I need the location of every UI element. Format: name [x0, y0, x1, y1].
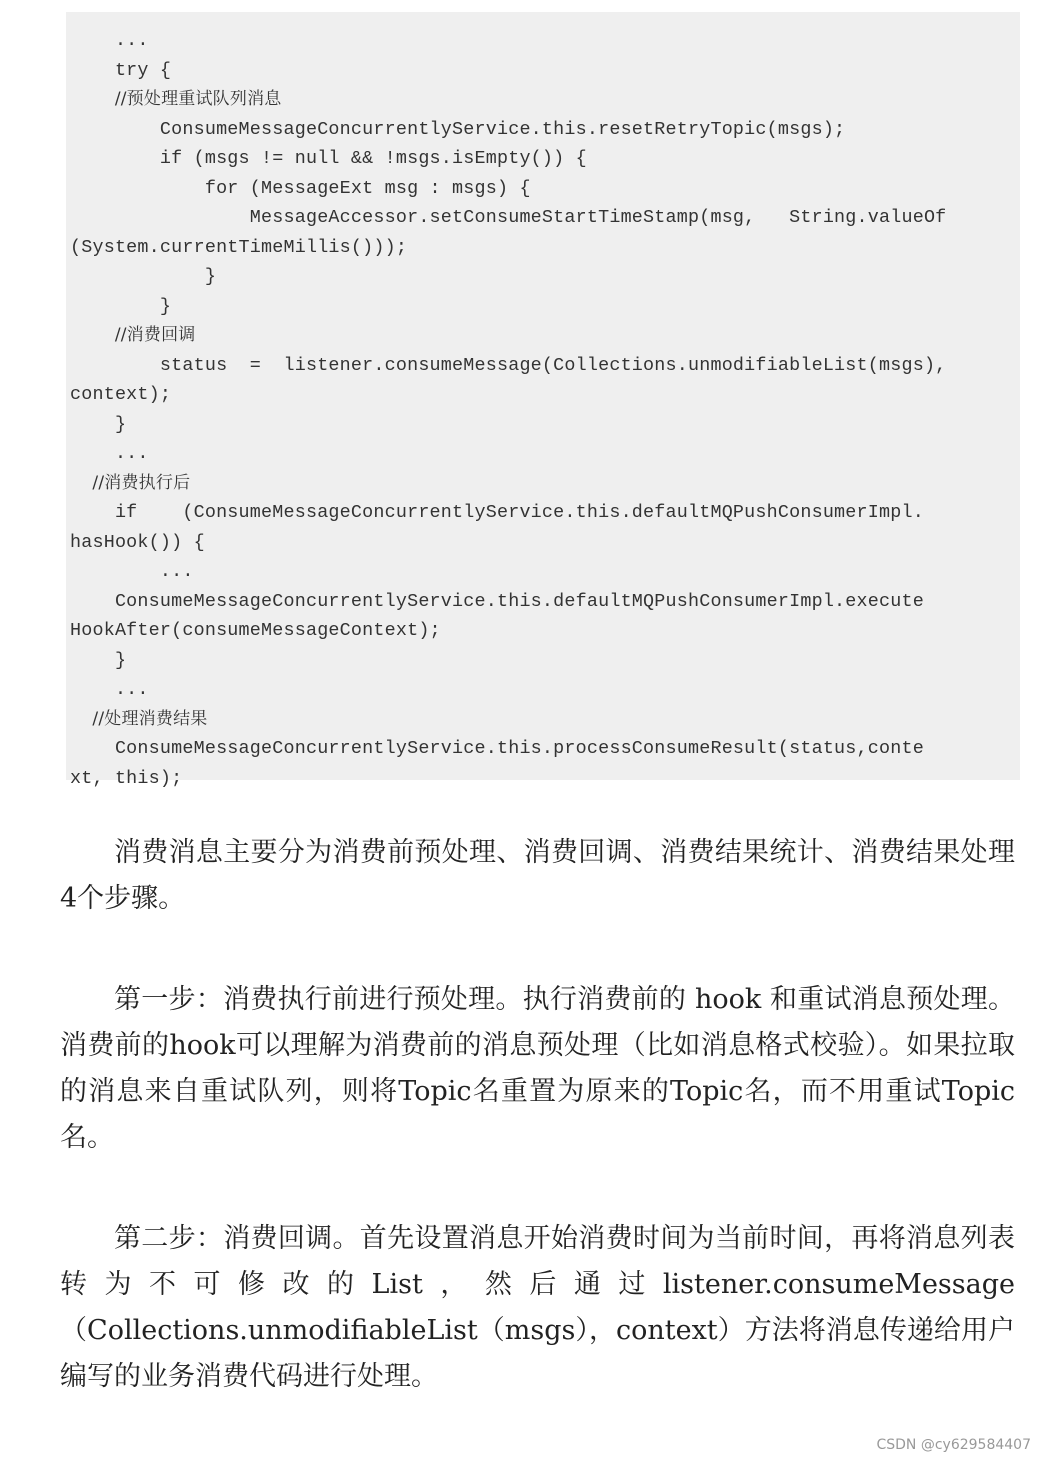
code-line: ...: [70, 679, 149, 700]
code-line: MessageAccessor.setConsumeStartTimeStamp(msg, String.valueOf: [70, 207, 947, 228]
paragraph-overview: 消费消息主要分为消费前预处理、消费回调、消费结果统计、消费结果处理4个步骤。: [60, 837, 1015, 914]
code-line: HookAfter(consumeMessageContext);: [70, 620, 441, 641]
code-comment: //处理消费结果: [70, 708, 208, 729]
watermark: CSDN @cy629584407: [876, 1437, 1031, 1453]
code-block: [66, 12, 1020, 789]
code-line: ...: [70, 561, 194, 582]
paragraph-step-one: 第一步：消费执行前进行预处理。执行消费前的 hook 和重试消息预处理。消费前的hook可以理解为消费前的消息预处理（比如消息格式校验）。如果拉取的消息来自重试队列，则将Topic名重置为原来的Topic名，而不用重试Topic名。: [60, 984, 1015, 1153]
code-line: (System.currentTimeMillis()));: [70, 236, 408, 258]
code-line: xt, this);: [70, 767, 183, 789]
code-line: status = listener.consumeMessage(Collections.unmodifiableList(msgs),: [70, 354, 947, 376]
code-line: ConsumeMessageConcurrentlyService.this.resetRetryTopic(msgs);: [70, 118, 846, 140]
code-line: ConsumeMessageConcurrentlyService.this.processConsumeResult(status,conte: [70, 738, 924, 759]
code-line: if (ConsumeMessageConcurrentlyService.this.defaultMQPushConsumerImpl.: [70, 502, 924, 523]
code-line: if (msgs != null && !msgs.isEmpty()) {: [70, 148, 587, 169]
code-line: ...: [70, 30, 149, 51]
code-line: for (MessageExt msg : msgs) {: [70, 177, 531, 199]
code-line: }: [70, 649, 127, 671]
paragraph-step-two: 第二步：消费回调。首先设置消息开始消费时间为当前时间，再将消息列表转为不可修改的List，然后通过listener.consumeMessage（Collections.unmodifiableList（msgs），context）方法将消息传递给用户编写的业务消费代码进行处理。: [60, 1223, 1015, 1392]
code-line: ...: [70, 443, 149, 464]
code-line: ConsumeMessageConcurrentlyService.this.defaultMQPushConsumerImpl.execute: [70, 590, 924, 612]
code-line: }: [70, 266, 217, 287]
code-line: try {: [70, 59, 172, 81]
code-line: }: [70, 295, 172, 317]
code-line: context);: [70, 384, 172, 405]
code-comment: //预处理重试队列消息: [70, 89, 282, 109]
code-comment: //消费执行后: [70, 472, 191, 493]
code-comment: //消费回调: [70, 325, 196, 345]
code-line: hasHook()) {: [70, 531, 205, 553]
code-line: }: [70, 413, 127, 435]
